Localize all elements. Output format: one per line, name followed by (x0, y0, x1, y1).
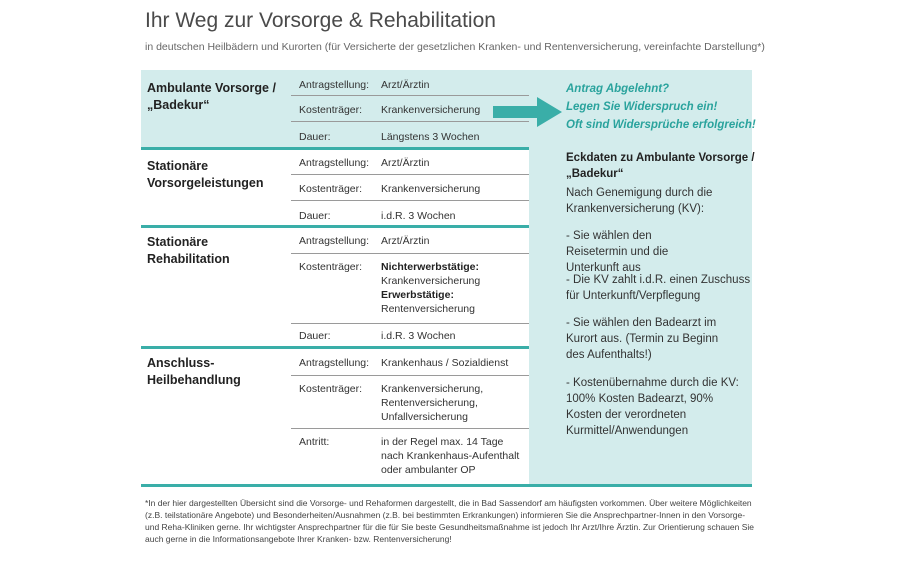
section-anschluss-heilbehandlung (141, 349, 529, 484)
row-value: Arzt/Ärztin (381, 235, 430, 247)
page-title: Ihr Weg zur Vorsorge & Rehabilitation (145, 9, 496, 32)
table-row (291, 429, 529, 484)
row-key: Antragstellung: (299, 357, 370, 369)
section-title: Stationäre Rehabilitation (147, 235, 230, 266)
value-line: Rentenversicherung (381, 303, 475, 315)
row-key: Kostenträger: (299, 104, 363, 116)
row-key: Dauer: (299, 330, 331, 342)
table-row (291, 150, 529, 175)
row-value: Arzt/Ärztin (381, 79, 430, 91)
section-ambulante-vorsorge (141, 70, 529, 147)
row-value: Krankenhaus / Sozialdienst (381, 357, 509, 369)
eckdaten-bullet: - Die KV zahlt i.d.R. einen Zuschuss für Unterkunft/Verpflegung (566, 274, 751, 302)
row-key: Antragstellung: (299, 235, 370, 247)
eckdaten-intro: Nach Genemigung durch die Krankenversicherung (KV): (566, 187, 713, 215)
value-heading: Erwerbstätige: (381, 289, 454, 301)
section-title: Stationäre Vorsorgeleistungen (147, 159, 264, 190)
row-key: Kostenträger: (299, 261, 363, 273)
table-bottom-line (141, 484, 752, 487)
row-value: i.d.R. 3 Wochen (381, 210, 456, 222)
row-value: Längstens 3 Wochen (381, 131, 480, 143)
row-key: Antragstellung: (299, 79, 370, 91)
table-row (291, 254, 529, 324)
page-subtitle: in deutschen Heilbädern und Kurorten (für Versicherte der gesetzlichen Kranken- und Rentenversicherung, vereinfachte Darstellung*) (145, 41, 765, 53)
eckdaten-bullet: - Kostenübernahme durch die KV: 100% Kosten Badearzt, 90% Kosten der verordneten Kurmittel/Anwendungen (566, 377, 739, 437)
callout-line: Antrag Abgelehnt? (566, 83, 670, 95)
table-row (291, 175, 529, 201)
row-value: Krankenversicherung (381, 104, 481, 116)
row-key: Antritt: (299, 436, 330, 448)
row-key: Dauer: (299, 131, 331, 143)
row-key: Dauer: (299, 210, 331, 222)
eckdaten-title: Eckdaten zu Ambulante Vorsorge / „Badekur“ (566, 152, 755, 180)
table-row (291, 70, 529, 96)
row-value: Krankenversicherung, Rentenversicherung, Unfallversicherung (381, 383, 484, 423)
section-stationaere-rehabilitation (141, 228, 529, 346)
value-heading: Nichterwerbstätige: (381, 261, 480, 273)
row-value: i.d.R. 3 Wochen (381, 330, 456, 342)
row-key: Kostenträger: (299, 183, 363, 195)
section-title: Ambulante Vorsorge / „Badekur“ (147, 81, 276, 112)
table-row (291, 324, 529, 346)
row-key: Kostenträger: (299, 383, 363, 395)
row-value: Arzt/Ärztin (381, 157, 430, 169)
table-row (291, 201, 529, 225)
eckdaten-bullet: - Sie wählen den Reisetermin und die Unterkunft aus (566, 230, 669, 274)
eckdaten-bullet: - Sie wählen den Badearzt im Kurort aus. (Termin zu Beginn des Aufenthalts!) (566, 317, 719, 361)
footnote: *In der hier dargestellten Übersicht sind die Vorsorge- und Rehaformen dargestellt, die in Bad Sassendorf am häufigsten vorkommen. Über weitere Möglichkeiten (z.B. teilstationäre Angebote) und Besonderheiten/Ausnahmen (z.B. bei bestimmten Erkrankungen) informieren Sie die Ansprechpartner-Innen in den Vorsorge- und Reha-Kliniken gerne. Ihr wichtigster Ansprechpartner für die für Sie beste Gesundheitsmaßnahme ist jedoch Ihr Arzt/Ihre Ärztin. Zur Orientierung schauen Sie auch gerne in die Informationsangebote Ihrer Kranken- bzw. Rentenversicherung! (145, 498, 755, 544)
table-row (291, 376, 529, 429)
row-value (381, 260, 526, 316)
row-key: Antragstellung: (299, 157, 370, 169)
callout-text (566, 80, 756, 134)
callout-line: Oft sind Widersprüche erfolgreich! (566, 119, 756, 131)
section-stationaere-vorsorge (141, 150, 529, 225)
table-row (291, 349, 529, 376)
callout-line: Legen Sie Widerspruch ein! (566, 101, 718, 113)
row-value: in der Regel max. 14 Tage nach Krankenhaus-Aufenthalt oder ambulanter OP (381, 436, 520, 476)
arrow-right-icon (493, 96, 563, 128)
overview-table (141, 70, 529, 486)
section-title: Anschluss-Heilbehandlung (147, 356, 241, 387)
table-row (291, 228, 529, 254)
row-value: Krankenversicherung (381, 183, 481, 195)
value-line: Krankenversicherung (381, 275, 481, 287)
